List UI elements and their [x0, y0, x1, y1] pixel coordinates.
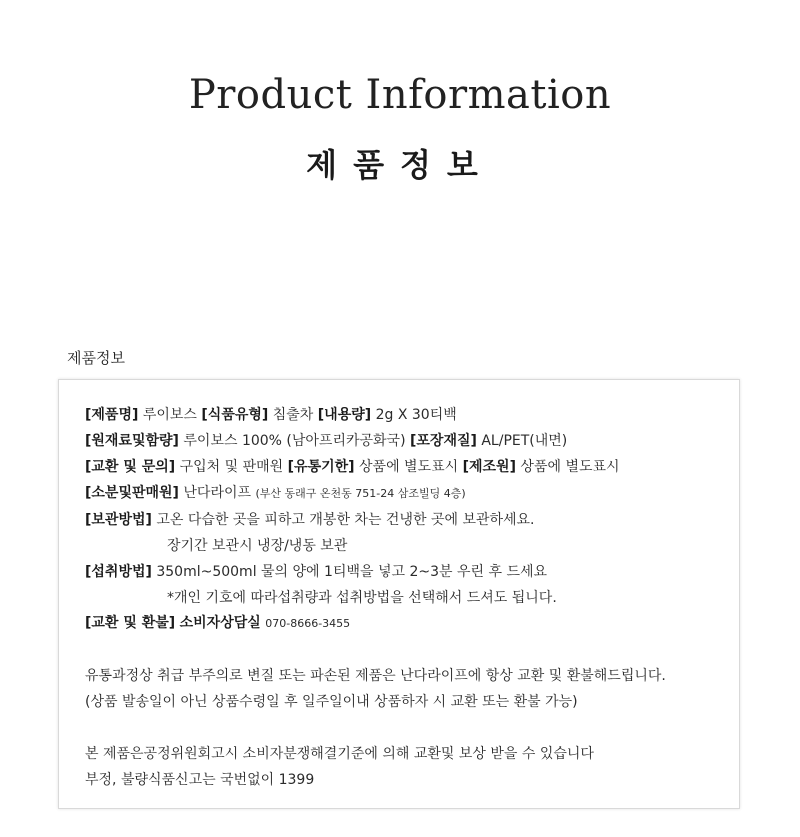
refund-key: [교환 및 환불]	[85, 615, 176, 631]
expiry-value: 상품에 별도표시	[359, 459, 459, 475]
notice-line-4: 부정, 불량식품신고는 국번없이 1399	[85, 772, 315, 788]
exchange-key: [교환 및 문의]	[85, 459, 176, 475]
storage-key: [보관방법]	[85, 512, 152, 528]
packaging-key: [포장재질]	[410, 433, 477, 449]
intake-value: 350ml~500ml 물의 양에 1티백을 넣고 2~3분 우린 후 드세요	[156, 564, 548, 580]
refund-value: 소비자상담실	[179, 615, 261, 631]
ingredient-value: 루이보스 100% (남아프리카공화국)	[183, 433, 406, 449]
info-line-refund	[85, 614, 350, 633]
info-line-intake	[85, 563, 547, 581]
ingredient-key: [원재료및함량]	[85, 433, 179, 449]
expiry-key: [유통기한]	[287, 459, 355, 475]
phone-number: 070-8666-3455	[265, 617, 351, 630]
storage-value-2: 장기간 보관시 냉장/냉동 보관	[167, 538, 348, 554]
info-line-storage	[85, 511, 535, 529]
notice-line-1: 유통과정상 취급 부주의로 변질 또는 파손된 제품은 난다라이프에 항상 교환 및 환불해드립니다.	[85, 668, 666, 684]
volume-value: 2g X 30티백	[375, 407, 457, 423]
section-label: 제품정보	[67, 349, 125, 367]
info-line-seller	[85, 484, 466, 503]
title-korean: 제품정보	[306, 146, 494, 184]
intake-value-2: *개인 기호에 따라섭취량과 섭취방법을 선택해서 드셔도 됩니다.	[167, 590, 557, 606]
seller-value: 난다라이프	[183, 485, 252, 501]
food-type-key: [식품유형]	[201, 407, 269, 423]
title-english: Product Information	[188, 72, 612, 118]
exchange-value: 구입처 및 판매원	[179, 459, 284, 475]
product-name-value: 루이보스	[142, 407, 197, 423]
seller-key: [소분및판매원]	[85, 485, 179, 501]
product-name-key: [제품명]	[85, 407, 139, 423]
info-line-name-type-volume	[85, 406, 457, 424]
notice-line-3: 본 제품은공정위원회고시 소비자분쟁해결기준에 의해 교환및 보상 받을 수 있습니다	[85, 746, 594, 762]
info-line-ingredients-packaging	[85, 432, 567, 450]
maker-value: 상품에 별도표시	[520, 459, 620, 475]
food-type-value: 침출차	[272, 407, 314, 423]
seller-address: (부산 동래구 온천동 751-24 삼조빌딩 4층)	[255, 487, 466, 500]
notice-line-2: (상품 발송일이 아닌 상품수령일 후 일주일이내 상품하자 시 교환 또는 환불 가능)	[85, 694, 578, 710]
info-line-exchange-expiry-maker	[85, 458, 620, 476]
volume-key: [내용량]	[317, 407, 372, 423]
intake-key: [섭취방법]	[85, 564, 152, 580]
packaging-value: AL/PET(내면)	[481, 433, 568, 449]
storage-value: 고온 다습한 곳을 피하고 개봉한 차는 건냉한 곳에 보관하세요.	[156, 512, 535, 528]
maker-key: [제조원]	[462, 459, 516, 475]
